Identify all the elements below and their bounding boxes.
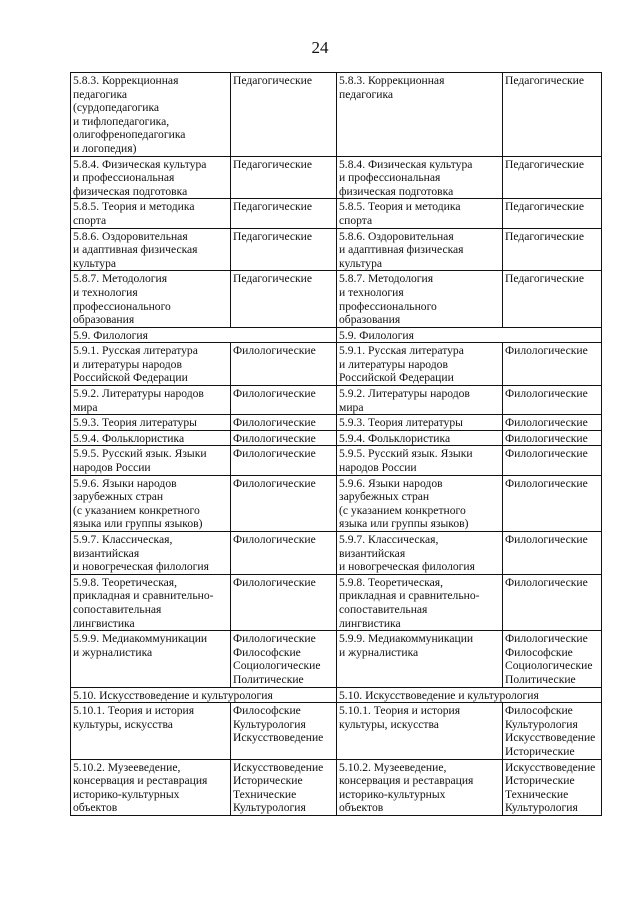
group-heading-left: 5.10. Искусствоведение и культурология bbox=[71, 687, 337, 703]
specialty-cell-left: 5.9.4. Фольклористика bbox=[71, 430, 231, 446]
science-cell-left: Педагогические bbox=[231, 228, 337, 271]
specialty-cell-left: 5.8.5. Теория и методика спорта bbox=[71, 199, 231, 228]
science-cell-right: Педагогические bbox=[503, 228, 602, 271]
science-cell-left: Филологические bbox=[231, 475, 337, 531]
specialty-cell-right: 5.9.3. Теория литературы bbox=[337, 415, 503, 431]
page-number: 24 bbox=[311, 38, 329, 57]
group-heading-right: 5.9. Филология bbox=[337, 327, 602, 343]
table-row bbox=[71, 631, 602, 687]
group-heading-right: 5.10. Искусствоведение и культурология bbox=[337, 687, 602, 703]
science-cell-right: Филологические bbox=[503, 343, 602, 386]
table-row bbox=[71, 574, 602, 630]
specialty-cell-left: 5.8.7. Методология и технология профессионального образования bbox=[71, 271, 231, 327]
table-row bbox=[71, 532, 602, 575]
table-row bbox=[71, 759, 602, 815]
specialty-cell-left: 5.8.4. Физическая культура и профессиональная физическая подготовка bbox=[71, 156, 231, 199]
table-row bbox=[71, 73, 602, 157]
table-row bbox=[71, 228, 602, 271]
specialty-cell-right: 5.9.9. Медиакоммуникации и журналистика bbox=[337, 631, 503, 687]
specialty-cell-right: 5.8.4. Физическая культура и профессиональная физическая подготовка bbox=[337, 156, 503, 199]
science-cell-left: Педагогические bbox=[231, 156, 337, 199]
specialty-cell-left: 5.9.5. Русский язык. Языки народов России bbox=[71, 446, 231, 475]
specialty-cell-right: 5.8.7. Методология и технология профессионального образования bbox=[337, 271, 503, 327]
specialty-cell-right: 5.9.7. Классическая, византийская и новогреческая филология bbox=[337, 532, 503, 575]
specialty-cell-left: 5.9.8. Теоретическая, прикладная и сравнительно- сопоставительная лингвистика bbox=[71, 574, 231, 630]
specialty-cell-left: 5.9.9. Медиакоммуникации и журналистика bbox=[71, 631, 231, 687]
specialty-cell-right: 5.10.1. Теория и история культуры, искусства bbox=[337, 703, 503, 759]
group-heading-left: 5.9. Филология bbox=[71, 327, 337, 343]
science-cell-right: Филологические Философские Социологические Политические bbox=[503, 631, 602, 687]
science-cell-right: Педагогические bbox=[503, 73, 602, 157]
science-cell-left: Педагогические bbox=[231, 271, 337, 327]
science-cell-right: Филологические bbox=[503, 574, 602, 630]
table-row bbox=[71, 156, 602, 199]
science-cell-left: Филологические bbox=[231, 532, 337, 575]
specialty-cell-left: 5.10.2. Музееведение, консервация и реставрация историко-культурных объектов bbox=[71, 759, 231, 815]
specialty-cell-right: 5.9.2. Литературы народов мира bbox=[337, 386, 503, 415]
table-row bbox=[71, 271, 602, 327]
table-row bbox=[71, 446, 602, 475]
specialty-cell-left: 5.9.7. Классическая, византийская и новогреческая филология bbox=[71, 532, 231, 575]
science-cell-right: Филологические bbox=[503, 532, 602, 575]
science-cell-right: Педагогические bbox=[503, 199, 602, 228]
specialty-cell-left: 5.9.3. Теория литературы bbox=[71, 415, 231, 431]
science-cell-right: Филологические bbox=[503, 430, 602, 446]
specialty-cell-right: 5.9.8. Теоретическая, прикладная и сравнительно- сопоставительная лингвистика bbox=[337, 574, 503, 630]
science-cell-left: Педагогические bbox=[231, 73, 337, 157]
specialty-cell-left: 5.10.1. Теория и история культуры, искусства bbox=[71, 703, 231, 759]
science-cell-right: Филологические bbox=[503, 475, 602, 531]
specialty-cell-left: 5.9.1. Русская литература и литературы народов Российской Федерации bbox=[71, 343, 231, 386]
table-row bbox=[71, 703, 602, 759]
group-row bbox=[71, 687, 602, 703]
specialty-cell-right: 5.8.3. Коррекционная педагогика bbox=[337, 73, 503, 157]
science-cell-right: Философские Культурология Искусствоведение Исторические bbox=[503, 703, 602, 759]
table-row bbox=[71, 475, 602, 531]
science-cell-right: Педагогические bbox=[503, 271, 602, 327]
science-cell-left: Филологические bbox=[231, 446, 337, 475]
specialty-cell-left: 5.8.6. Оздоровительная и адаптивная физическая культура bbox=[71, 228, 231, 271]
science-cell-right: Филологические bbox=[503, 415, 602, 431]
specialty-cell-right: 5.10.2. Музееведение, консервация и реставрация историко-культурных объектов bbox=[337, 759, 503, 815]
science-cell-left: Филологические Философские Социологические Политические bbox=[231, 631, 337, 687]
specialties-table bbox=[70, 72, 602, 816]
specialty-cell-right: 5.9.5. Русский язык. Языки народов России bbox=[337, 446, 503, 475]
science-cell-right: Филологические bbox=[503, 386, 602, 415]
specialty-cell-left: 5.9.2. Литературы народов мира bbox=[71, 386, 231, 415]
science-cell-left: Филологические bbox=[231, 415, 337, 431]
science-cell-right: Филологические bbox=[503, 446, 602, 475]
table-row bbox=[71, 199, 602, 228]
science-cell-left: Филологические bbox=[231, 574, 337, 630]
specialty-cell-right: 5.8.5. Теория и методика спорта bbox=[337, 199, 503, 228]
science-cell-left: Искусствоведение Исторические Технические Культурология bbox=[231, 759, 337, 815]
science-cell-left: Философские Культурология Искусствоведение bbox=[231, 703, 337, 759]
specialty-cell-right: 5.9.6. Языки народов зарубежных стран (с указанием конкретного языка или группы языков) bbox=[337, 475, 503, 531]
science-cell-left: Филологические bbox=[231, 343, 337, 386]
specialty-cell-left: 5.8.3. Коррекционная педагогика (сурдопедагогика и тифлопедагогика, олигофренопедагогика и логопедия) bbox=[71, 73, 231, 157]
science-cell-left: Педагогические bbox=[231, 199, 337, 228]
science-cell-left: Филологические bbox=[231, 430, 337, 446]
table-row bbox=[71, 386, 602, 415]
table-row bbox=[71, 430, 602, 446]
table-row bbox=[71, 415, 602, 431]
specialty-cell-right: 5.9.4. Фольклористика bbox=[337, 430, 503, 446]
specialty-cell-right: 5.8.6. Оздоровительная и адаптивная физическая культура bbox=[337, 228, 503, 271]
science-cell-right: Искусствоведение Исторические Технические Культурология bbox=[503, 759, 602, 815]
specialty-cell-left: 5.9.6. Языки народов зарубежных стран (с указанием конкретного языка или группы языков) bbox=[71, 475, 231, 531]
specialty-cell-right: 5.9.1. Русская литература и литературы народов Российской Федерации bbox=[337, 343, 503, 386]
science-cell-left: Филологические bbox=[231, 386, 337, 415]
science-cell-right: Педагогические bbox=[503, 156, 602, 199]
group-row bbox=[71, 327, 602, 343]
table-row bbox=[71, 343, 602, 386]
